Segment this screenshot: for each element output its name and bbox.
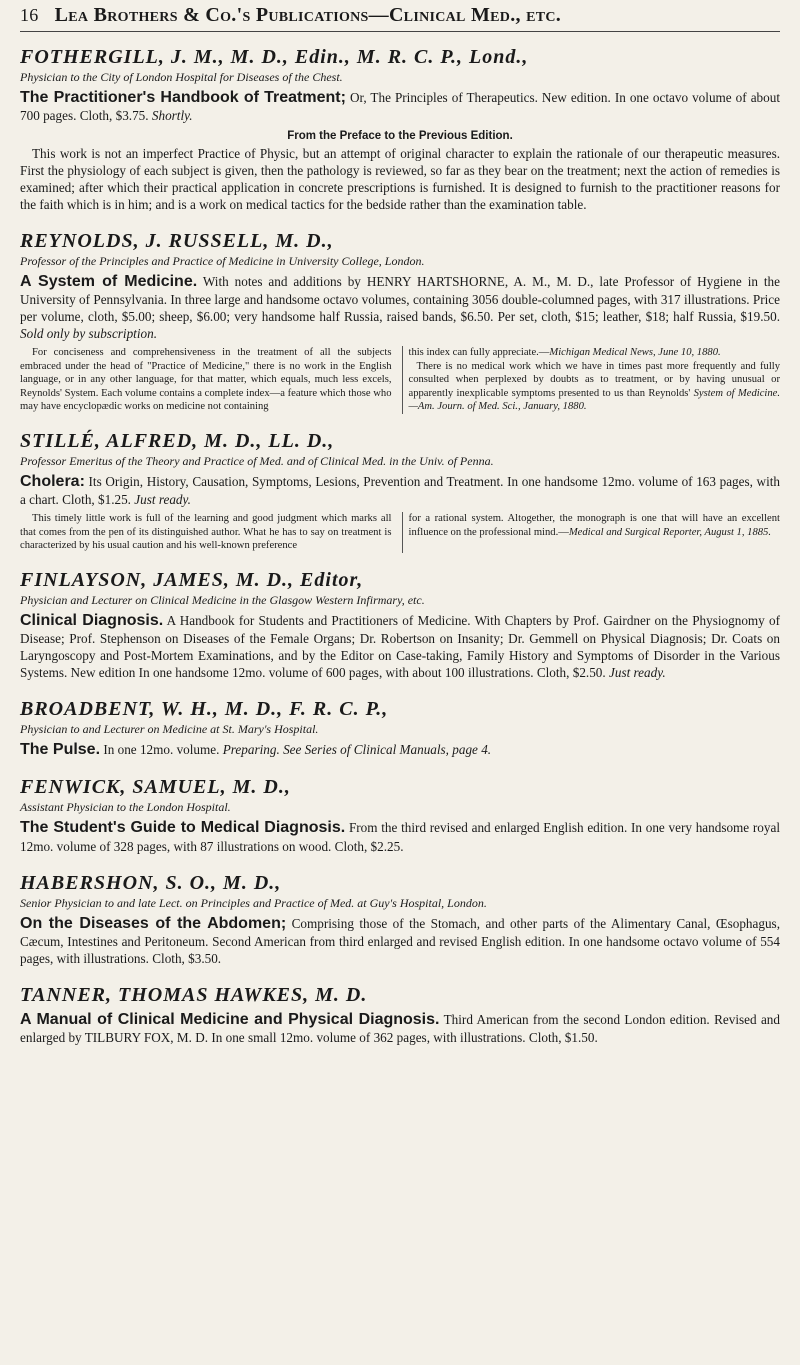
book-title: The Pulse. <box>20 740 101 758</box>
book-listing <box>20 818 780 855</box>
entry-finlayson <box>20 569 780 682</box>
page-number: 16 <box>20 5 39 25</box>
entry-stille <box>20 430 780 553</box>
book-description: A Handbook for Students and Practitioners of Medicine. With Chapters by Prof. Gairdner on the Physiognomy of Disease; Prof. Stephenson on Diseases of the Female Organs; Dr. Robertson on Insanity; Dr. Gemmell on Physical Diagnosis; Dr. Coats on Laryngoscopy and Post-Mortem Examinations, and by the Editor on Case-taking, Family History and Symptoms of Disorder in the Various Systems. New edition In one handsome 12mo. volume of 600 pages, with about 100 illustrations. Cloth, $2.50. <box>20 612 780 681</box>
book-description: In one 12mo. volume. <box>100 741 223 757</box>
book-listing <box>20 88 780 125</box>
review-columns <box>20 346 780 414</box>
review-source: Michigan Medical News, June 10, 1880. <box>549 347 721 359</box>
author-affiliation: Physician and Lecturer on Clinical Medicine in the Glasgow Western Infirmary, etc. <box>20 592 425 607</box>
author-affiliation: Physician to the City of London Hospital for Diseases of the Chest. <box>20 70 343 84</box>
author-affiliation: Senior Physician to and late Lect. on Principles and Practice of Med. at Guy's Hospital, London. <box>20 895 487 910</box>
book-title: Cholera: <box>20 472 85 490</box>
book-listing <box>20 740 780 760</box>
review-source-2: System of Medicine.—Am. Journ. of Med. Sci., January, 1880. <box>408 387 780 413</box>
author-name: STILLÉ, ALFRED, M. D., LL. D., <box>20 429 335 452</box>
book-status: Preparing. <box>222 741 280 757</box>
entry-reynolds <box>20 230 780 414</box>
book-description: From the third revised and enlarged English edition. In one very handsome royal 12mo. volume of 328 pages, with 87 illustrations on wood. Cloth, $2.25. <box>20 820 781 854</box>
book-status: Just ready. <box>609 665 666 681</box>
book-description: Or, The Principles of Therapeutics. New edition. In one octavo volume of about 700 pages. Cloth, $3.75. <box>20 90 780 124</box>
review-right <box>402 346 781 414</box>
review-left: This timely little work is full of the learning and good judgment which marks all that comes from the pen of its distinguished author. What he has to say on treatment is characterized by his usual caution and his well-known preference <box>20 513 392 552</box>
author-affiliation: Assistant Physician to the London Hospital. <box>20 800 231 815</box>
running-title: Lea Brothers & Co.'s Publications—Clinical Med., etc. <box>54 4 562 26</box>
author-name: FENWICK, SAMUEL, M. D., <box>20 776 291 799</box>
entry-habershon <box>20 872 780 968</box>
book-status: Shortly. <box>151 108 193 124</box>
review-text: this index can fully appreciate.— <box>408 347 550 359</box>
book-reference: See Series of Clinical Manuals, page 4. <box>279 741 492 757</box>
book-title: On the Diseases of the Abdomen; <box>20 914 287 932</box>
author-name: BROADBENT, W. H., M. D., F. R. C. P., <box>20 697 389 720</box>
running-head <box>20 4 780 32</box>
page <box>20 0 780 1047</box>
book-listing <box>20 914 780 968</box>
author-name: FINLAYSON, JAMES, M. D., Editor, <box>20 568 364 591</box>
entry-fothergill <box>20 46 780 214</box>
author-affiliation: Physician to and Lecturer on Medicine at St. Mary's Hospital. <box>20 721 319 736</box>
book-title: A System of Medicine. <box>20 272 198 290</box>
review-source: Medical and Surgical Reporter, August 1, 1885. <box>568 526 771 538</box>
author-affiliation: Professor Emeritus of the Theory and Practice of Med. and of Clinical Med. in the Univ. of Penna. <box>20 453 494 468</box>
author-affiliation: Professor of the Principles and Practice of Medicine in University College, London. <box>20 253 425 268</box>
review-left: For conciseness and comprehensiveness in the treatment of all the subjects embraced under the head of "Practice of Medicine," there is no work in the English language, or in any other language, for that matter, which equals, much less excels, Reynolds' System. Each volume contains a complete index—a feature which those who may have encyclopædic works on medicine not containing <box>20 347 392 413</box>
book-description: With notes and additions by HENRY HARTSHORNE, A. M., M. D., late Professor of Hygiene in the University of Pennsylvania. In three large and handsome octavo volumes, containing 3056 double-columned pages, with 317 illustrations. Price per volume, cloth, $5.00; sheep, $6.00; very handsome half Russia, raised bands, $6.50. Per set, cloth, $15; leather, $18; half Russia, $19.50. <box>20 273 780 325</box>
book-title: A Manual of Clinical Medicine and Physical Diagnosis. <box>20 1011 440 1029</box>
entry-tanner <box>20 984 780 1047</box>
author-name: HABERSHON, S. O., M. D., <box>20 871 282 894</box>
review-text: for a rational system. Altogether, the monograph is one that will have an excellent influence on the professional mind.— <box>408 513 780 538</box>
book-description: Third American from the second London edition. Revised and enlarged by TILBURY FOX, M. D. In one small 12mo. volume of 362 pages, with illustrations. Cloth, $1.50. <box>20 1012 780 1046</box>
book-listing <box>20 272 780 343</box>
author-name: FOTHERGILL, J. M., M. D., Edin., M. R. C. P., Lond., <box>20 46 529 68</box>
review-right <box>402 512 781 553</box>
book-description: Its Origin, History, Causation, Symptoms, Lesions, Prevention and Treatment. In one handsome 12mo. volume of 163 pages, with a chart. Cloth, $1.25. <box>20 473 780 508</box>
author-name: REYNOLDS, J. RUSSELL, M. D., <box>20 229 334 252</box>
author-name: TANNER, THOMAS HAWKES, M. D. <box>20 984 368 1007</box>
book-listing <box>20 611 780 682</box>
book-title: Clinical Diagnosis. <box>20 611 164 629</box>
book-title: The Practitioner's Handbook of Treatment; <box>20 89 346 106</box>
entry-fenwick <box>20 776 780 855</box>
book-title: The Student's Guide to Medical Diagnosis. <box>20 819 346 837</box>
book-status: Sold only by subscription. <box>20 326 157 342</box>
preface-text: This work is not an imperfect Practice of Physic, but an attempt of original character to explain the rationale of our therapeutic measures. First the physiology of each subject is given, then the pathology is reviewed, so far as they bear on the treatment; next the action of remedies is examined; after which their practical application in concrete prescriptions is furnished. It is designed to furnish to the practitioner reasons for the faith which is in him; and is a work on medical tactics for the bedside rather than the examination table. <box>20 146 780 213</box>
book-status: Just ready. <box>134 492 191 508</box>
preface-heading: From the Preface to the Previous Edition. <box>287 130 513 143</box>
review-text-2: There is no medical work which we have in times past more frequently and fully consulted when perplexed by doubts as to treatment, or by having unusual or apparently inexplicable symptoms presented to us than Reynolds' <box>408 360 780 399</box>
entry-broadbent <box>20 698 780 760</box>
book-listing <box>20 1010 780 1047</box>
book-listing <box>20 472 780 509</box>
review-columns <box>20 512 780 553</box>
book-description: Comprising those of the Stomach, and other parts of the Alimentary Canal, Œsophagus, Cæcum, Intestines and Peritoneum. Second American from third enlarged and revised English edition. In one handsome octavo volume of 554 pages, with illustrations. Cloth, $3.50. <box>20 915 780 967</box>
